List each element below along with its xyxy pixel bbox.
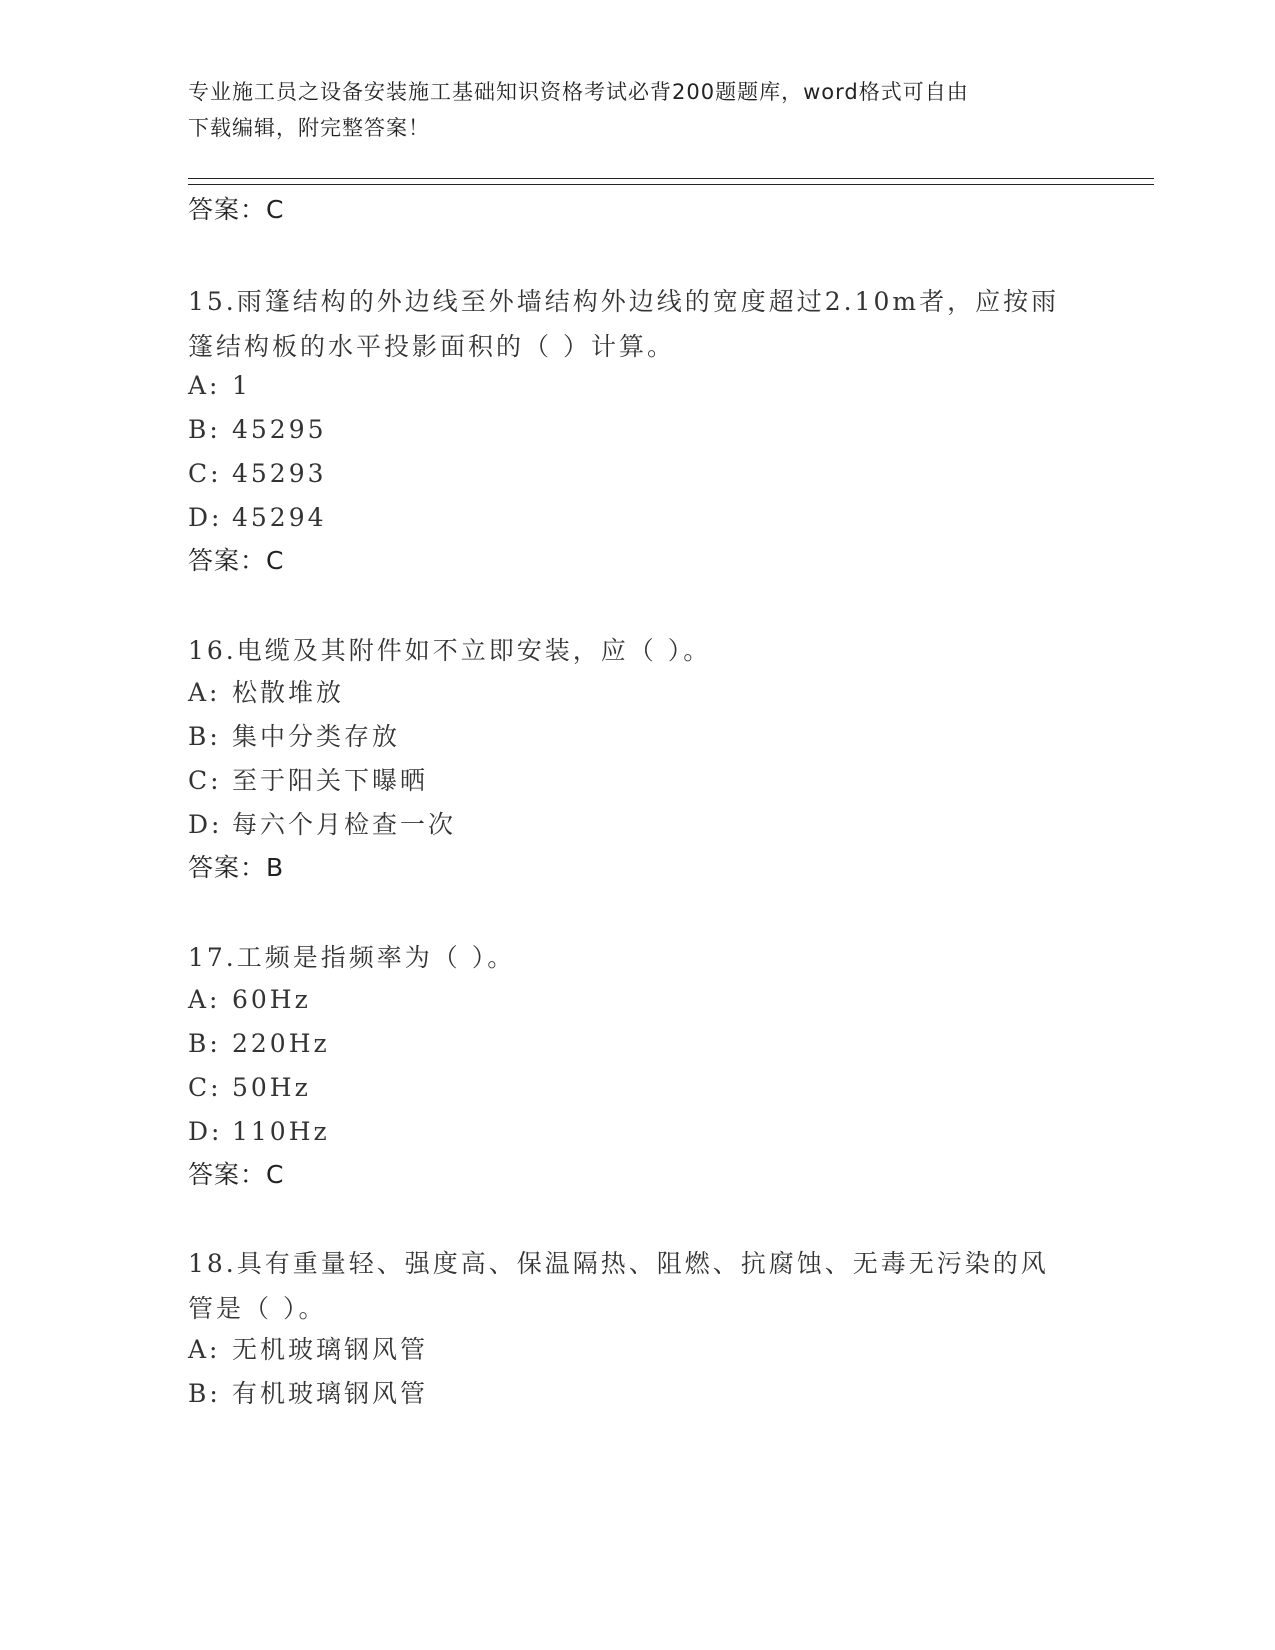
option-letter: C: [188, 1073, 222, 1102]
question-18-stem-line-2: 管是（ ）。 [188, 1294, 327, 1323]
option-text: 60Hz [232, 985, 311, 1014]
option-text: 220Hz [232, 1029, 330, 1058]
option-text: 45295 [232, 415, 327, 444]
question-18-option-a [188, 1335, 1088, 1365]
option-text: 50Hz [232, 1073, 311, 1102]
option-text: 1 [232, 371, 251, 400]
option-text: 45294 [232, 503, 327, 532]
answer-15: 答案：C [188, 546, 285, 575]
question-16-option-d [188, 810, 1088, 840]
option-text: 至于阳关下曝晒 [232, 766, 429, 795]
question-17-option-b [188, 1029, 1088, 1059]
question-16-option-c [188, 766, 1088, 796]
option-letter: B: [188, 722, 221, 751]
page-header [188, 74, 1088, 146]
option-letter: C: [188, 459, 222, 488]
question-17-option-c [188, 1073, 1088, 1103]
question-16-stem-line-1: 16.电缆及其附件如不立即安装，应（ ）。 [188, 636, 712, 665]
option-letter: B: [188, 415, 221, 444]
question-16-option-b [188, 722, 1088, 752]
header-divider-top [188, 178, 1154, 179]
question-15-option-c [188, 459, 1088, 489]
option-letter: A: [188, 678, 221, 707]
option-letter: A: [188, 371, 221, 400]
option-letter: D: [188, 1117, 223, 1146]
option-text: 集中分类存放 [232, 722, 401, 751]
question-16-stem [188, 628, 1088, 673]
option-letter: B: [188, 1379, 221, 1408]
option-text: 110Hz [232, 1117, 330, 1146]
question-15-stem-line-1: 15.雨篷结构的外边线至外墙结构外边线的宽度超过2.10m者，应按雨 [188, 287, 1060, 316]
question-15-stem [188, 279, 1088, 369]
question-17-stem-line-1: 17.工频是指频率为（ ）。 [188, 943, 516, 972]
option-letter: B: [188, 1029, 221, 1058]
option-letter: D: [188, 810, 223, 839]
answer-prev: 答案：C [188, 195, 285, 224]
header-line-1: 专业施工员之设备安装施工基础知识资格考试必背200题题库，word格式可自由 [188, 80, 969, 104]
question-15-option-b [188, 415, 1088, 445]
question-18-stem [188, 1241, 1088, 1331]
question-15-option-d [188, 503, 1088, 533]
option-text: 无机玻璃钢风管 [232, 1335, 429, 1364]
question-15-option-a [188, 371, 1088, 401]
question-18-option-b [188, 1379, 1088, 1409]
question-17-option-a [188, 985, 1088, 1015]
header-divider-bottom [188, 184, 1154, 185]
option-text: 45293 [232, 459, 327, 488]
option-letter: D: [188, 503, 223, 532]
question-18-stem-line-1: 18.具有重量轻、强度高、保温隔热、阻燃、抗腐蚀、无毒无污染的风 [188, 1249, 1049, 1278]
question-16-option-a [188, 678, 1088, 708]
option-text: 松散堆放 [232, 678, 345, 707]
question-17-stem [188, 935, 1088, 980]
header-line-2: 下载编辑，附完整答案！ [188, 116, 430, 140]
option-letter: A: [188, 1335, 221, 1364]
answer-17: 答案：C [188, 1160, 285, 1189]
option-text: 每六个月检查一次 [232, 810, 457, 839]
question-15-stem-line-2: 篷结构板的水平投影面积的（ ）计算。 [188, 332, 675, 361]
option-letter: A: [188, 985, 221, 1014]
option-letter: C: [188, 766, 222, 795]
option-text: 有机玻璃钢风管 [232, 1379, 429, 1408]
answer-16: 答案：B [188, 853, 285, 882]
question-17-option-d [188, 1117, 1088, 1147]
